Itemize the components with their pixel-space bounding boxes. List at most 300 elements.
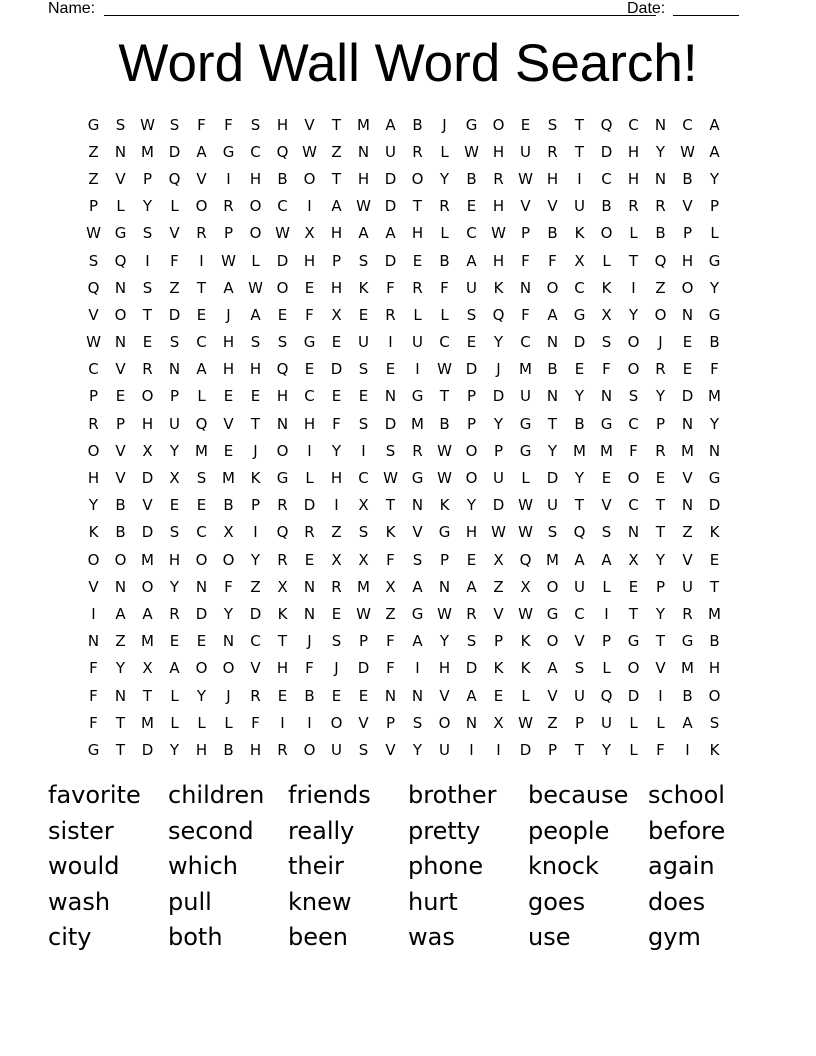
grid-letter: E [493, 686, 504, 705]
word-list-item: favorite [48, 781, 141, 809]
grid-letter: N [384, 387, 397, 406]
grid-letter: J [658, 333, 663, 352]
grid-letter: A [250, 305, 261, 324]
grid-letter: D [492, 496, 505, 515]
grid-letter: P [88, 197, 99, 216]
grid-letter: Q [276, 523, 289, 542]
grid-letter: O [627, 360, 640, 379]
grid-letter: E [277, 686, 288, 705]
grid-letter: N [600, 387, 613, 406]
grid-letter: S [628, 387, 639, 406]
grid-letter: P [547, 740, 558, 759]
grid-letter: R [466, 604, 477, 623]
grid-letter: T [655, 523, 666, 542]
grid-letter: S [601, 333, 612, 352]
grid-letter: W [248, 278, 263, 297]
grid-letter: P [466, 414, 477, 433]
grid-letter: C [628, 115, 639, 134]
grid-letter: E [331, 333, 342, 352]
grid-letter: K [385, 523, 396, 542]
grid-letter: Y [115, 659, 126, 678]
grid-letter: B [709, 632, 720, 651]
grid-letter: Y [223, 604, 234, 623]
grid-letter: C [574, 604, 585, 623]
grid-row [80, 356, 728, 383]
grid-letter: X [304, 224, 315, 243]
grid-row [80, 138, 728, 165]
grid-row [80, 628, 728, 655]
grid-letter: G [519, 414, 532, 433]
grid-letter: H [249, 169, 262, 188]
letter-grid [80, 111, 728, 764]
grid-letter: E [277, 305, 288, 324]
name-label: Name: [48, 0, 96, 17]
grid-letter: V [520, 197, 531, 216]
grid-letter: Y [655, 550, 666, 569]
grid-letter: X [142, 659, 153, 678]
grid-letter: F [521, 305, 530, 324]
grid-letter: O [438, 713, 451, 732]
grid-letter: L [602, 577, 611, 596]
grid-letter: Y [655, 387, 666, 406]
grid-letter: N [357, 142, 370, 161]
grid-letter: W [518, 169, 533, 188]
grid-letter: U [574, 686, 585, 705]
grid-letter: T [412, 197, 423, 216]
grid-letter: A [466, 686, 477, 705]
grid-letter: T [628, 251, 639, 270]
grid-letter: H [87, 469, 100, 488]
grid-letter: E [601, 469, 612, 488]
word-list-item: their [288, 852, 344, 881]
grid-letter: M [681, 441, 694, 460]
grid-letter: U [493, 469, 504, 488]
grid-letter: O [114, 550, 127, 569]
grid-letter: N [411, 686, 424, 705]
grid-letter: U [682, 577, 693, 596]
grid-letter: S [142, 278, 153, 297]
grid-letter: B [277, 169, 288, 188]
grid-letter: X [493, 550, 504, 569]
grid-letter: Y [709, 278, 720, 297]
grid-letter: Q [114, 251, 127, 270]
word-list-item: phone [408, 852, 484, 881]
grid-letter: I [469, 740, 474, 759]
grid-letter: M [357, 577, 370, 596]
grid-letter: X [277, 577, 288, 596]
grid-letter: E [196, 632, 207, 651]
grid-letter: U [520, 142, 531, 161]
grid-letter: I [388, 333, 393, 352]
grid-row [80, 220, 728, 247]
grid-letter: L [413, 305, 422, 324]
grid-letter: Y [169, 740, 180, 759]
grid-letter: W [356, 197, 371, 216]
grid-letter: D [330, 360, 343, 379]
grid-letter: J [226, 305, 231, 324]
grid-letter: H [276, 387, 289, 406]
grid-letter: J [226, 686, 231, 705]
grid-letter: Y [709, 169, 720, 188]
grid-letter: N [114, 142, 127, 161]
grid-letter: H [627, 142, 640, 161]
grid-letter: A [709, 142, 720, 161]
grid-letter: R [277, 550, 288, 569]
grid-letter: N [222, 632, 235, 651]
grid-letter: E [169, 632, 180, 651]
grid-letter: E [223, 387, 234, 406]
grid-letter: O [681, 278, 694, 297]
grid-letter: Y [493, 414, 504, 433]
grid-letter: Y [655, 604, 666, 623]
grid-letter: V [88, 305, 99, 324]
grid-letter: Y [574, 469, 585, 488]
grid-letter: M [141, 142, 154, 161]
grid-letter: K [709, 523, 720, 542]
grid-letter: M [141, 632, 154, 651]
grid-letter: I [334, 496, 339, 515]
grid-letter: E [196, 305, 207, 324]
grid-letter: F [602, 360, 611, 379]
grid-letter: C [628, 496, 639, 515]
grid-letter: F [656, 740, 665, 759]
grid-letter: L [116, 197, 125, 216]
word-list-item: use [528, 923, 571, 952]
grid-letter: R [385, 305, 396, 324]
grid-letter: H [195, 740, 208, 759]
grid-letter: T [709, 577, 720, 596]
grid-letter: R [412, 142, 423, 161]
grid-letter: G [114, 224, 127, 243]
word-list-item: sister [48, 816, 114, 845]
grid-letter: I [685, 740, 690, 759]
grid-letter: P [466, 387, 477, 406]
grid-letter: M [600, 441, 613, 460]
grid-letter: Z [655, 278, 666, 297]
grid-letter: N [654, 115, 667, 134]
grid-letter: O [465, 441, 478, 460]
grid-letter: S [547, 115, 558, 134]
grid-letter: V [439, 686, 450, 705]
header [48, 0, 748, 20]
grid-letter: W [356, 604, 371, 623]
grid-letter: A [709, 115, 720, 134]
grid-letter: P [331, 251, 342, 270]
grid-letter: X [169, 469, 180, 488]
grid-letter: E [196, 496, 207, 515]
grid-letter: P [655, 414, 666, 433]
grid-letter: Q [573, 523, 586, 542]
grid-letter: O [600, 224, 613, 243]
grid-letter: U [439, 740, 450, 759]
grid-letter: K [574, 224, 585, 243]
grid-letter: C [358, 469, 369, 488]
grid-letter: D [519, 740, 532, 759]
grid-letter: Q [600, 115, 613, 134]
grid-letter: M [519, 360, 532, 379]
grid-letter: O [330, 713, 343, 732]
grid-letter: P [169, 387, 180, 406]
grid-letter: A [547, 305, 558, 324]
word-list-item: friends [288, 781, 371, 809]
grid-letter: X [142, 441, 153, 460]
grid-letter: E [331, 387, 342, 406]
grid-letter: W [437, 441, 452, 460]
grid-letter: S [601, 523, 612, 542]
grid-letter: E [466, 550, 477, 569]
grid-letter: K [493, 278, 504, 297]
grid-letter: Q [168, 169, 181, 188]
grid-letter: S [196, 469, 207, 488]
grid-letter: H [222, 333, 235, 352]
grid-letter: W [302, 142, 317, 161]
grid-letter: H [276, 115, 289, 134]
grid-letter: N [411, 496, 424, 515]
grid-letter: T [115, 740, 126, 759]
grid-letter: G [600, 414, 613, 433]
page-title: Word Wall Word Search! [118, 34, 698, 93]
grid-letter: G [276, 469, 289, 488]
grid-letter: O [411, 169, 424, 188]
grid-letter: G [87, 115, 100, 134]
grid-letter: A [547, 659, 558, 678]
grid-letter: V [115, 360, 126, 379]
grid-letter: E [358, 305, 369, 324]
grid-letter: V [574, 632, 585, 651]
grid-letter: Y [466, 496, 477, 515]
grid-letter: S [169, 115, 180, 134]
word-list-item: before [648, 816, 726, 845]
grid-letter: N [519, 278, 532, 297]
grid-letter: R [277, 740, 288, 759]
grid-letter: P [250, 496, 261, 515]
grid-letter: Y [574, 387, 585, 406]
grid-letter: L [629, 740, 638, 759]
grid-letter: X [385, 577, 396, 596]
grid-letter: Q [87, 278, 100, 297]
grid-letter: L [197, 713, 206, 732]
grid-letter: R [655, 441, 666, 460]
grid-letter: B [223, 496, 234, 515]
grid-letter: U [358, 333, 369, 352]
grid-letter: L [440, 305, 449, 324]
grid-letter: E [520, 115, 531, 134]
grid-letter: F [332, 414, 341, 433]
grid-letter: E [142, 333, 153, 352]
grid-letter: V [682, 197, 693, 216]
grid-letter: X [574, 251, 585, 270]
grid-letter: M [357, 115, 370, 134]
grid-letter: N [168, 360, 181, 379]
grid-letter: X [331, 550, 342, 569]
grid-letter: A [682, 713, 693, 732]
grid-row [80, 383, 728, 410]
grid-letter: Y [439, 632, 450, 651]
grid-letter: K [439, 496, 450, 515]
grid-letter: V [115, 469, 126, 488]
grid-letter: O [303, 740, 316, 759]
grid-letter: L [629, 224, 638, 243]
grid-letter: G [627, 632, 640, 651]
grid-letter: O [627, 469, 640, 488]
grid-letter: K [358, 278, 369, 297]
grid-letter: N [114, 686, 127, 705]
grid-letter: P [682, 224, 693, 243]
grid-letter: C [196, 333, 207, 352]
grid-letter: V [547, 686, 558, 705]
grid-letter: U [466, 278, 477, 297]
grid-row [80, 329, 728, 356]
grid-letter: U [331, 740, 342, 759]
grid-letter: B [574, 414, 585, 433]
grid-letter: E [709, 550, 720, 569]
grid-letter: N [465, 713, 478, 732]
word-list-item: school [648, 781, 725, 809]
grid-letter: S [277, 333, 288, 352]
grid-letter: F [89, 659, 98, 678]
grid-letter: Y [169, 577, 180, 596]
grid-row [80, 492, 728, 519]
grid-letter: Z [250, 577, 261, 596]
grid-letter: D [384, 251, 397, 270]
grid-letter: G [546, 604, 559, 623]
grid-letter: H [249, 360, 262, 379]
grid-letter: D [681, 387, 694, 406]
grid-letter: M [195, 441, 208, 460]
grid-letter: P [574, 713, 585, 732]
grid-letter: T [250, 414, 261, 433]
grid-letter: Y [709, 414, 720, 433]
grid-letter: O [195, 197, 208, 216]
word-list [48, 778, 768, 956]
grid-letter: Y [628, 305, 639, 324]
grid-letter: A [196, 142, 207, 161]
grid-letter: R [88, 414, 99, 433]
grid-letter: W [86, 333, 101, 352]
grid-letter: O [627, 659, 640, 678]
grid-row [80, 165, 728, 192]
grid-letter: R [655, 360, 666, 379]
grid-letter: S [412, 713, 423, 732]
grid-letter: L [170, 686, 179, 705]
grid-letter: F [386, 550, 395, 569]
word-list-item: pretty [408, 816, 481, 845]
grid-letter: D [195, 604, 208, 623]
grid-letter: A [412, 577, 423, 596]
grid-letter: X [358, 550, 369, 569]
grid-letter: H [249, 740, 262, 759]
grid-letter: T [574, 740, 585, 759]
grid-letter: S [466, 305, 477, 324]
grid-letter: O [87, 550, 100, 569]
grid-letter: X [601, 305, 612, 324]
grid-letter: J [334, 659, 339, 678]
grid-letter: Y [250, 550, 261, 569]
word-list-item: knew [288, 887, 352, 916]
grid-letter: A [466, 577, 477, 596]
grid-letter: D [168, 305, 181, 324]
grid-letter: V [358, 713, 369, 732]
grid-letter: Y [601, 740, 612, 759]
grid-letter: L [170, 713, 179, 732]
grid-letter: Y [196, 686, 207, 705]
grid-letter: I [145, 251, 150, 270]
grid-letter: O [492, 115, 505, 134]
grid-letter: F [548, 251, 557, 270]
grid-letter: D [303, 496, 316, 515]
grid-letter: G [708, 251, 721, 270]
grid-letter: H [465, 523, 478, 542]
grid-letter: L [521, 469, 530, 488]
word-list-item: goes [528, 887, 586, 916]
grid-letter: B [115, 496, 126, 515]
grid-letter: Z [385, 604, 396, 623]
grid-letter: F [521, 251, 530, 270]
grid-letter: E [358, 387, 369, 406]
grid-letter: H [303, 251, 316, 270]
grid-letter: H [438, 659, 451, 678]
grid-letter: S [358, 523, 369, 542]
word-list-item: second [168, 816, 254, 845]
grid-letter: Y [547, 441, 558, 460]
word-list-item: children [168, 781, 265, 809]
grid-letter: L [629, 713, 638, 732]
grid-letter: P [358, 632, 369, 651]
grid-letter: F [197, 115, 206, 134]
grid-letter: D [168, 142, 181, 161]
grid-letter: K [88, 523, 99, 542]
grid-letter: U [385, 142, 396, 161]
grid-letter: O [546, 577, 559, 596]
grid-letter: P [709, 197, 720, 216]
grid-row [80, 247, 728, 274]
grid-letter: R [169, 604, 180, 623]
grid-letter: P [493, 441, 504, 460]
grid-row [80, 301, 728, 328]
grid-letter: T [196, 278, 207, 297]
grid-letter: L [602, 659, 611, 678]
grid-letter: I [199, 251, 204, 270]
grid-letter: R [412, 278, 423, 297]
grid-letter: H [492, 251, 505, 270]
grid-letter: L [440, 224, 449, 243]
grid-letter: S [250, 115, 261, 134]
grid-letter: Q [600, 686, 613, 705]
word-list-item: which [168, 852, 238, 881]
grid-letter: C [601, 169, 612, 188]
grid-letter: H [357, 169, 370, 188]
grid-letter: A [169, 659, 180, 678]
grid-letter: G [573, 305, 586, 324]
grid-row [80, 655, 728, 682]
grid-letter: H [303, 414, 316, 433]
grid-letter: Q [195, 414, 208, 433]
grid-letter: W [437, 469, 452, 488]
date-line [673, 15, 739, 16]
grid-letter: S [88, 251, 99, 270]
grid-letter: P [439, 550, 450, 569]
grid-letter: R [412, 441, 423, 460]
grid-letter: W [518, 713, 533, 732]
grid-letter: Q [276, 360, 289, 379]
grid-letter: D [600, 142, 613, 161]
grid-letter: O [195, 550, 208, 569]
grid-letter: W [275, 224, 290, 243]
grid-letter: W [518, 496, 533, 515]
grid-letter: H [222, 360, 235, 379]
grid-letter: K [601, 278, 612, 297]
grid-letter: N [303, 577, 316, 596]
